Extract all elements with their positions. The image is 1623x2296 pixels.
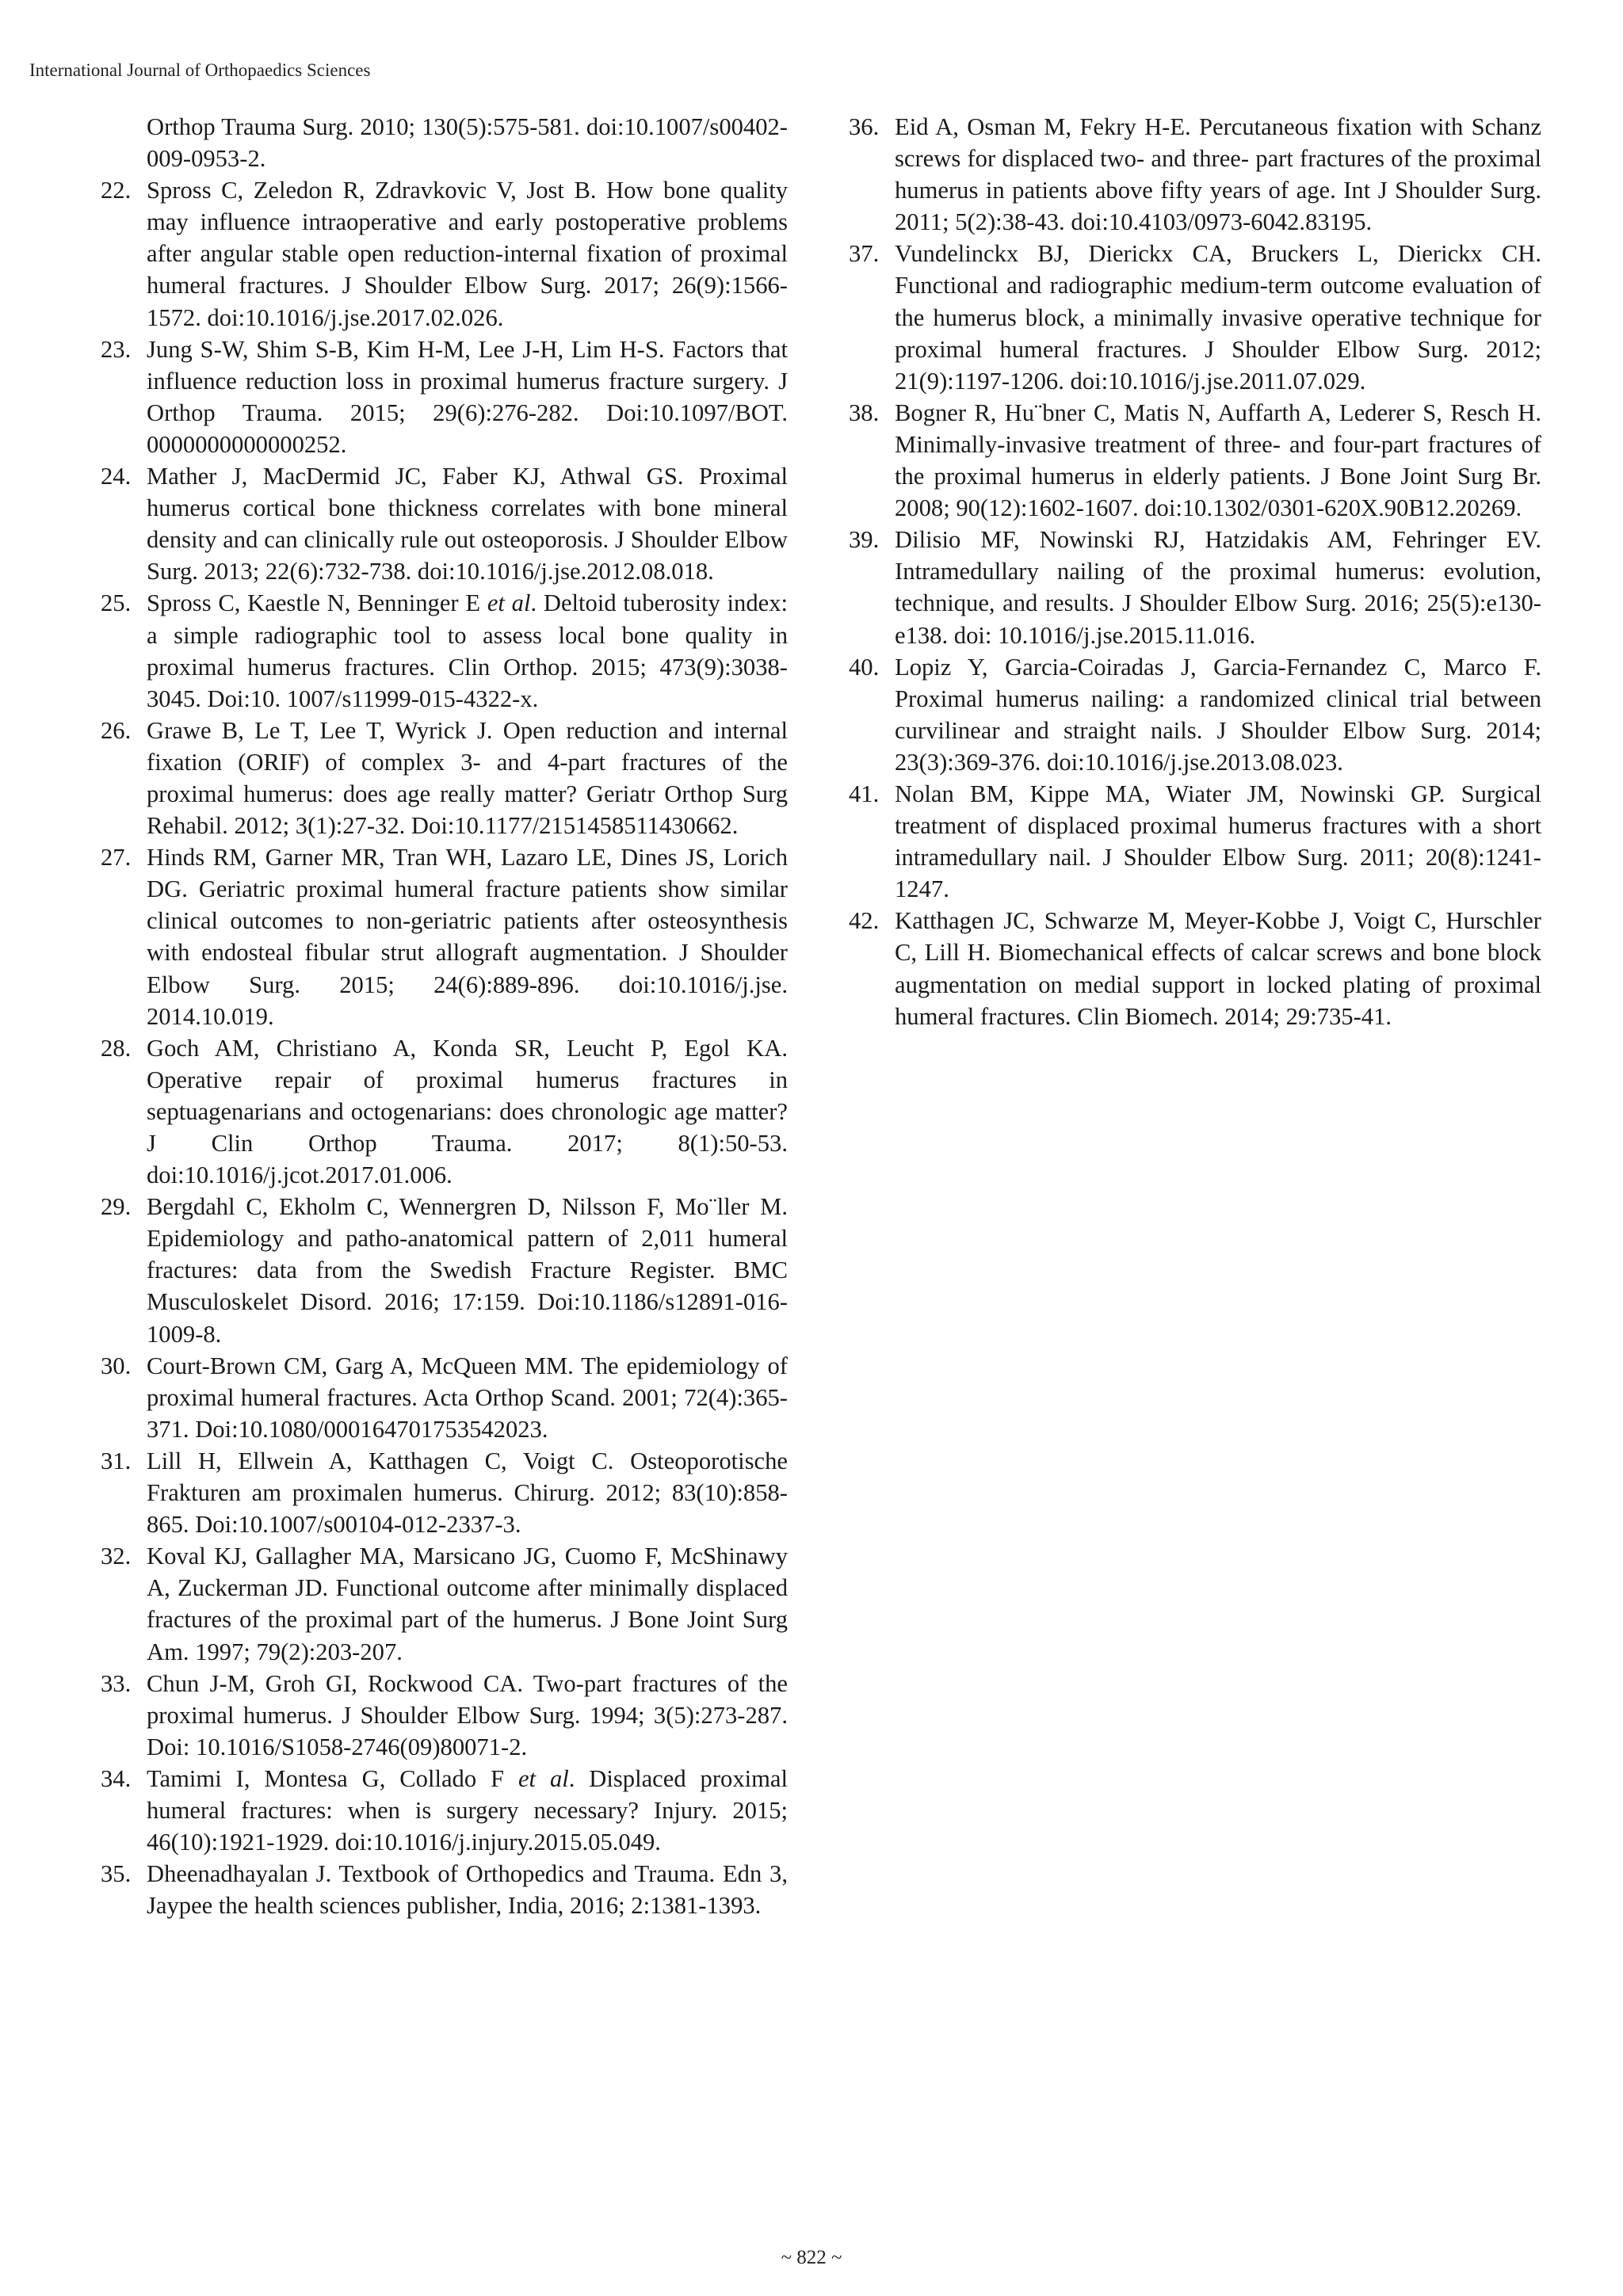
reference-continuation xyxy=(101,111,788,174)
reference-item xyxy=(101,1668,788,1763)
reference-text: Court-Brown CM, Garg A, McQueen MM. The epidemiology of proximal humeral fractures. Acta Orthop Scand. 2001; 72(4):365-371. Doi:10.1080/000164701753542023. xyxy=(147,1352,788,1443)
reference-number: 32. xyxy=(101,1543,132,1570)
et-al-italic: et al xyxy=(487,589,531,617)
reference-number: 31. xyxy=(101,1447,132,1474)
reference-number: 33. xyxy=(101,1669,132,1697)
journal-header: International Journal of Orthopaedics Sciences xyxy=(29,60,371,80)
reference-number: 28. xyxy=(101,1034,132,1062)
reference-number: 40. xyxy=(849,653,880,681)
reference-item xyxy=(101,1350,788,1445)
reference-text: Vundelinckx BJ, Dierickx CA, Bruckers L, Dierickx CH. Functional and radiographic medium-term outcome evaluation of the humerus block, a minimally invasive operative technique for proximal humeral fractures. J Shoulder Elbow Surg. 2012; 21(9):1197-1206. doi:10.1016/j.jse.2011.07.029. xyxy=(895,240,1541,395)
reference-number: 39. xyxy=(849,526,880,554)
reference-number: 42. xyxy=(849,907,880,935)
reference-item xyxy=(849,111,1541,238)
reference-body: . Displaced proximal humeral fractures: when is surgery necessary? Injury. 2015; 46(10):1921-1929. doi:10.1016/j.injury.2015.05.049. xyxy=(147,1764,788,1856)
reference-text: Goch AM, Christiano A, Konda SR, Leucht P, Egol KA. Operative repair of proximal humerus fractures in septuagenarians and octogenarians: does chronologic age matter? J Clin Orthop Trauma. 2017; 8(1):50-53. doi:10.1016/j.jcot.2017.01.006. xyxy=(147,1034,788,1189)
reference-number: 26. xyxy=(101,716,132,744)
reference-authors: Tamimi I, Montesa G, Collado F xyxy=(147,1764,518,1792)
reference-authors: Spross C, Kaestle N, Benninger E xyxy=(147,589,487,617)
reference-text: Jung S-W, Shim S-B, Kim H-M, Lee J-H, Lim H-S. Factors that influence reduction loss in proximal humerus fracture surgery. J Orthop Trauma. 2015; 29(6):276-282. Doi:10.1097/BOT. 0000000000000252. xyxy=(147,335,788,458)
reference-text: Bogner R, Hu¨bner C, Matis N, Auffarth A, Lederer S, Resch H. Minimally-invasive treatment of three- and four-part fractures of the proximal humerus in elderly patients. J Bone Joint Surg Br. 2008; 90(12):1602-1607. doi:10.1302/0301-620X.90B12.20269. xyxy=(895,399,1541,522)
reference-text xyxy=(147,1763,788,1858)
reference-item xyxy=(849,397,1541,524)
reference-item xyxy=(101,587,788,714)
reference-text: Lill H, Ellwein A, Katthagen C, Voigt C. Osteoporotische Frakturen am proximalen humerus. Chirurg. 2012; 83(10):858-865. Doi:10.1007/s00104-012-2337-3. xyxy=(147,1447,788,1539)
reference-item xyxy=(101,1763,788,1858)
reference-text: Nolan BM, Kippe MA, Wiater JM, Nowinski GP. Surgical treatment of displaced proximal humerus fractures with a short intramedullary nail. J Shoulder Elbow Surg. 2011; 20(8):1241-1247. xyxy=(895,780,1541,903)
reference-text: Koval KJ, Gallagher MA, Marsicano JG, Cuomo F, McShinawy A, Zuckerman JD. Functional outcome after minimally displaced fractures of the proximal part of the humerus. J Bone Joint Surg Am. 1997; 79(2):203-207. xyxy=(147,1543,788,1665)
reference-item xyxy=(101,334,788,460)
reference-text: Bergdahl C, Ekholm C, Wennergren D, Nilsson F, Mo¨ller M. Epidemiology and patho-anatomical pattern of 2,011 humeral fractures: data from the Swedish Fracture Register. BMC Musculoskelet Disord. 2016; 17:159. Doi:10.1186/s12891-016-1009-8. xyxy=(147,1193,788,1348)
reference-item xyxy=(101,1191,788,1349)
reference-number: 27. xyxy=(101,844,132,871)
reference-text: Dheenadhayalan J. Textbook of Orthopedics and Trauma. Edn 3, Jaypee the health sciences publisher, India, 2016; 2:1381-1393. xyxy=(147,1860,788,1920)
reference-number: 38. xyxy=(849,399,880,426)
reference-number: 41. xyxy=(849,780,880,807)
reference-text: Chun J-M, Groh GI, Rockwood CA. Two-part fractures of the proximal humerus. J Shoulder Elbow Surg. 1994; 3(5):273-287. Doi: 10.1016/S1058-2746(09)80071-2. xyxy=(147,1669,788,1760)
reference-number: 29. xyxy=(101,1193,132,1221)
reference-item xyxy=(101,174,788,333)
reference-item xyxy=(101,1540,788,1667)
reference-number: 34. xyxy=(101,1764,132,1792)
reference-number: 24. xyxy=(101,463,132,490)
reference-item xyxy=(849,778,1541,905)
reference-text: Katthagen JC, Schwarze M, Meyer-Kobbe J, Voigt C, Hurschler C, Lill H. Biomechanical effects of calcar screws and bone block augmentation on medial support in locked plating of proximal humeral fractures. Clin Biomech. 2014; 29:735-41. xyxy=(895,907,1541,1030)
reference-item xyxy=(101,715,788,841)
reference-item xyxy=(849,238,1541,396)
reference-number: 36. xyxy=(849,113,880,140)
reference-text: Spross C, Zeledon R, Zdravkovic V, Jost B. How bone quality may influence intraoperative and early postoperative problems after angular stable open reduction-internal fixation of proximal humeral fractures. J Shoulder Elbow Surg. 2017; 26(9):1566-1572. doi:10.1016/j.jse.2017.02.026. xyxy=(147,177,788,331)
reference-item xyxy=(101,1445,788,1540)
reference-number: 25. xyxy=(101,589,132,617)
reference-text: Grawe B, Le T, Lee T, Wyrick J. Open reduction and internal fixation (ORIF) of complex 3- and 4-part fractures of the proximal humerus: does age really matter? Geriatr Orthop Surg Rehabil. 2012; 3(1):27-32. Doi:10.1177/2151458511430662. xyxy=(147,716,788,840)
reference-item xyxy=(101,460,788,587)
page-number: ~ 822 ~ xyxy=(781,2247,842,2268)
reference-item xyxy=(849,524,1541,650)
reference-text: Lopiz Y, Garcia-Coiradas J, Garcia-Fernandez C, Marco F. Proximal humerus nailing: a randomized clinical trial between curvilinear and straight nails. J Shoulder Elbow Surg. 2014; 23(3):369-376. doi:10.1016/j.jse.2013.08.023. xyxy=(895,653,1541,776)
reference-text: Dilisio MF, Nowinski RJ, Hatzidakis AM, Fehringer EV. Intramedullary nailing of the proximal humerus: evolution, technique, and results. J Shoulder Elbow Surg. 2016; 25(5):e130-e138. doi: 10.1016/j.jse.2015.11.016. xyxy=(895,526,1541,649)
reference-text: Mather J, MacDermid JC, Faber KJ, Athwal GS. Proximal humerus cortical bone thickness correlates with bone mineral density and can clinically rule out osteoporosis. J Shoulder Elbow Surg. 2013; 22(6):732-738. doi:10.1016/j.jse.2012.08.018. xyxy=(147,463,788,585)
reference-text: Orthop Trauma Surg. 2010; 130(5):575-581. doi:10.1007/s00402-009-0953-2. xyxy=(147,113,788,173)
et-al-italic: et al xyxy=(517,1764,569,1792)
reference-number: 23. xyxy=(101,335,132,363)
reference-text: Hinds RM, Garner MR, Tran WH, Lazaro LE, Dines JS, Lorich DG. Geriatric proximal humeral fracture patients show similar clinical outcomes to non-geriatric patients after osteosynthesis with endosteal fibular strut allograft augmentation. J Shoulder Elbow Surg. 2015; 24(6):889-896. doi:10.1016/j.jse. 2014.10.019. xyxy=(147,844,788,1030)
reference-column-left xyxy=(101,111,788,1921)
reference-body: . Deltoid tuberosity index: a simple radiographic tool to assess local bone quality in proximal humerus fractures. Clin Orthop. 2015; 473(9):3038-3045. Doi:10. 1007/s11999-015-4322-x. xyxy=(147,589,788,712)
reference-text: Eid A, Osman M, Fekry H-E. Percutaneous fixation with Schanz screws for displaced two- and three- part fractures of the proximal humerus in patients above fifty years of age. Int J Shoulder Surg. 2011; 5(2):38-43. doi:10.4103/0973-6042.83195. xyxy=(895,113,1541,236)
reference-column-right xyxy=(849,111,1541,1032)
reference-text xyxy=(147,587,788,714)
reference-number: 35. xyxy=(101,1860,132,1888)
reference-item xyxy=(849,651,1541,778)
reference-item xyxy=(849,905,1541,1032)
reference-item xyxy=(101,1032,788,1191)
reference-item xyxy=(101,1858,788,1921)
reference-number: 30. xyxy=(101,1352,132,1379)
reference-number: 37. xyxy=(849,240,880,268)
reference-number: 22. xyxy=(101,177,132,204)
reference-item xyxy=(101,841,788,1032)
